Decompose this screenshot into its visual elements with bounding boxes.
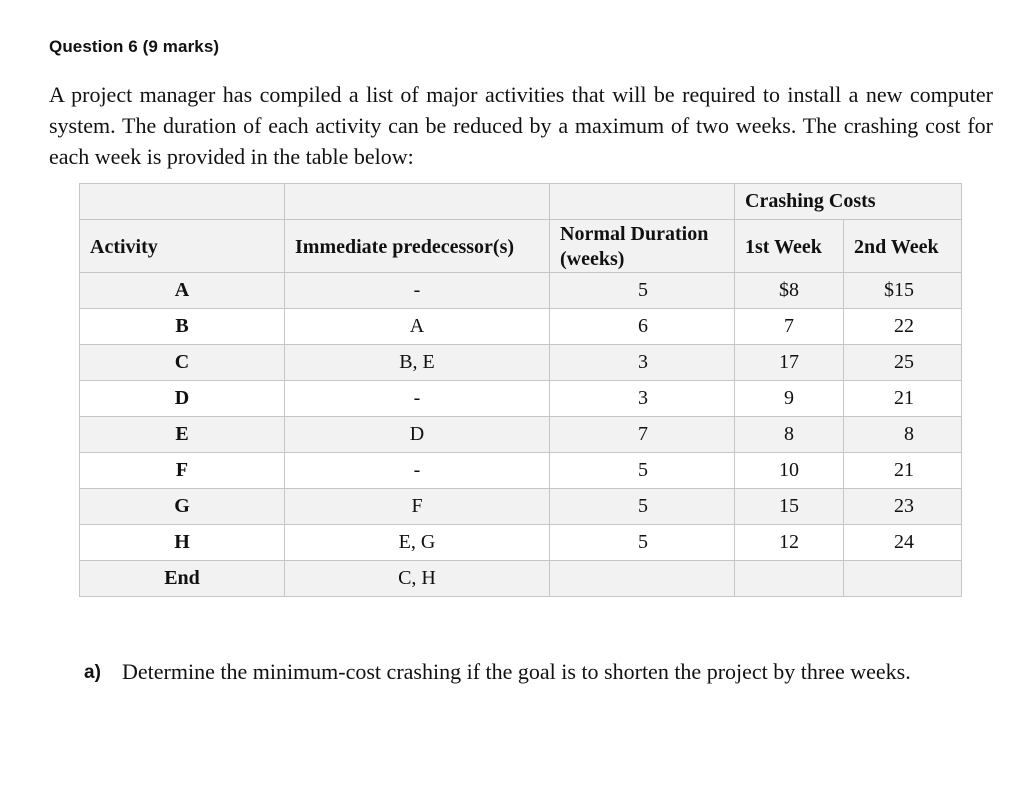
question-title: Question 6 (9 marks) — [49, 37, 220, 56]
table-row — [80, 417, 962, 453]
predecessor-cell: C, H — [285, 561, 550, 597]
activity-header: Activity — [80, 220, 285, 273]
crashing-costs-header: Crashing Costs — [735, 184, 962, 220]
table-row — [80, 381, 962, 417]
table-row — [80, 273, 962, 309]
duration-cell — [550, 561, 735, 597]
table-row — [80, 309, 962, 345]
week1-cost-cell — [735, 561, 844, 597]
week2-cost-cell: 23 — [844, 489, 962, 525]
week1-cost-cell: 8 — [735, 417, 844, 453]
week1-header: 1st Week — [735, 220, 844, 273]
predecessor-cell: - — [285, 273, 550, 309]
week1-cost-cell: 12 — [735, 525, 844, 561]
week1-cost-cell: 7 — [735, 309, 844, 345]
predecessor-cell: - — [285, 381, 550, 417]
activity-cell: H — [80, 525, 285, 561]
table-row — [80, 345, 962, 381]
duration-cell: 5 — [550, 525, 735, 561]
duration-cell: 6 — [550, 309, 735, 345]
week2-cost-cell: 8 — [844, 417, 962, 453]
duration-header: Normal Duration (weeks) — [550, 220, 735, 273]
predecessor-cell: - — [285, 453, 550, 489]
week2-cost-cell: 22 — [844, 309, 962, 345]
table-row — [80, 489, 962, 525]
table-row — [80, 561, 962, 597]
week1-cost-cell: 10 — [735, 453, 844, 489]
duration-cell: 3 — [550, 345, 735, 381]
predecessor-cell: E, G — [285, 525, 550, 561]
predecessor-cell: F — [285, 489, 550, 525]
activity-cell: D — [80, 381, 285, 417]
duration-cell: 5 — [550, 489, 735, 525]
predecessor-cell: A — [285, 309, 550, 345]
week1-cost-cell: 17 — [735, 345, 844, 381]
table-row — [80, 453, 962, 489]
table-header-group-row — [80, 184, 962, 220]
duration-cell: 3 — [550, 381, 735, 417]
activity-cell: E — [80, 417, 285, 453]
duration-cell: 7 — [550, 417, 735, 453]
activity-cell: A — [80, 273, 285, 309]
activity-cell: C — [80, 345, 285, 381]
activity-cell: End — [80, 561, 285, 597]
predecessor-cell: B, E — [285, 345, 550, 381]
predecessor-cell: D — [285, 417, 550, 453]
week2-cost-cell: $15 — [844, 273, 962, 309]
question-intro: A project manager has compiled a list of major activities that will be required to install a new computer system. The duration of each activity can be reduced by a maximum of two weeks. The crashing cost for each week is provided in the table below: — [49, 82, 993, 169]
table-header-row — [80, 220, 962, 273]
week1-cost-cell: $8 — [735, 273, 844, 309]
predecessors-header: Immediate predecessor(s) — [285, 220, 550, 273]
duration-cell: 5 — [550, 273, 735, 309]
week2-cost-cell — [844, 561, 962, 597]
crashing-table — [79, 183, 962, 597]
week2-cost-cell: 21 — [844, 381, 962, 417]
table-row — [80, 525, 962, 561]
week1-cost-cell: 15 — [735, 489, 844, 525]
activity-cell: F — [80, 453, 285, 489]
week1-cost-cell: 9 — [735, 381, 844, 417]
part-a-text: Determine the minimum-cost crashing if the goal is to shorten the project by three weeks. — [122, 659, 911, 684]
week2-cost-cell: 21 — [844, 453, 962, 489]
week2-cost-cell: 25 — [844, 345, 962, 381]
activity-cell: G — [80, 489, 285, 525]
duration-cell: 5 — [550, 453, 735, 489]
week2-cost-cell: 24 — [844, 525, 962, 561]
activity-cell: B — [80, 309, 285, 345]
week2-header: 2nd Week — [844, 220, 962, 273]
question-part-a — [84, 656, 944, 687]
part-a-label: a) — [84, 662, 101, 683]
